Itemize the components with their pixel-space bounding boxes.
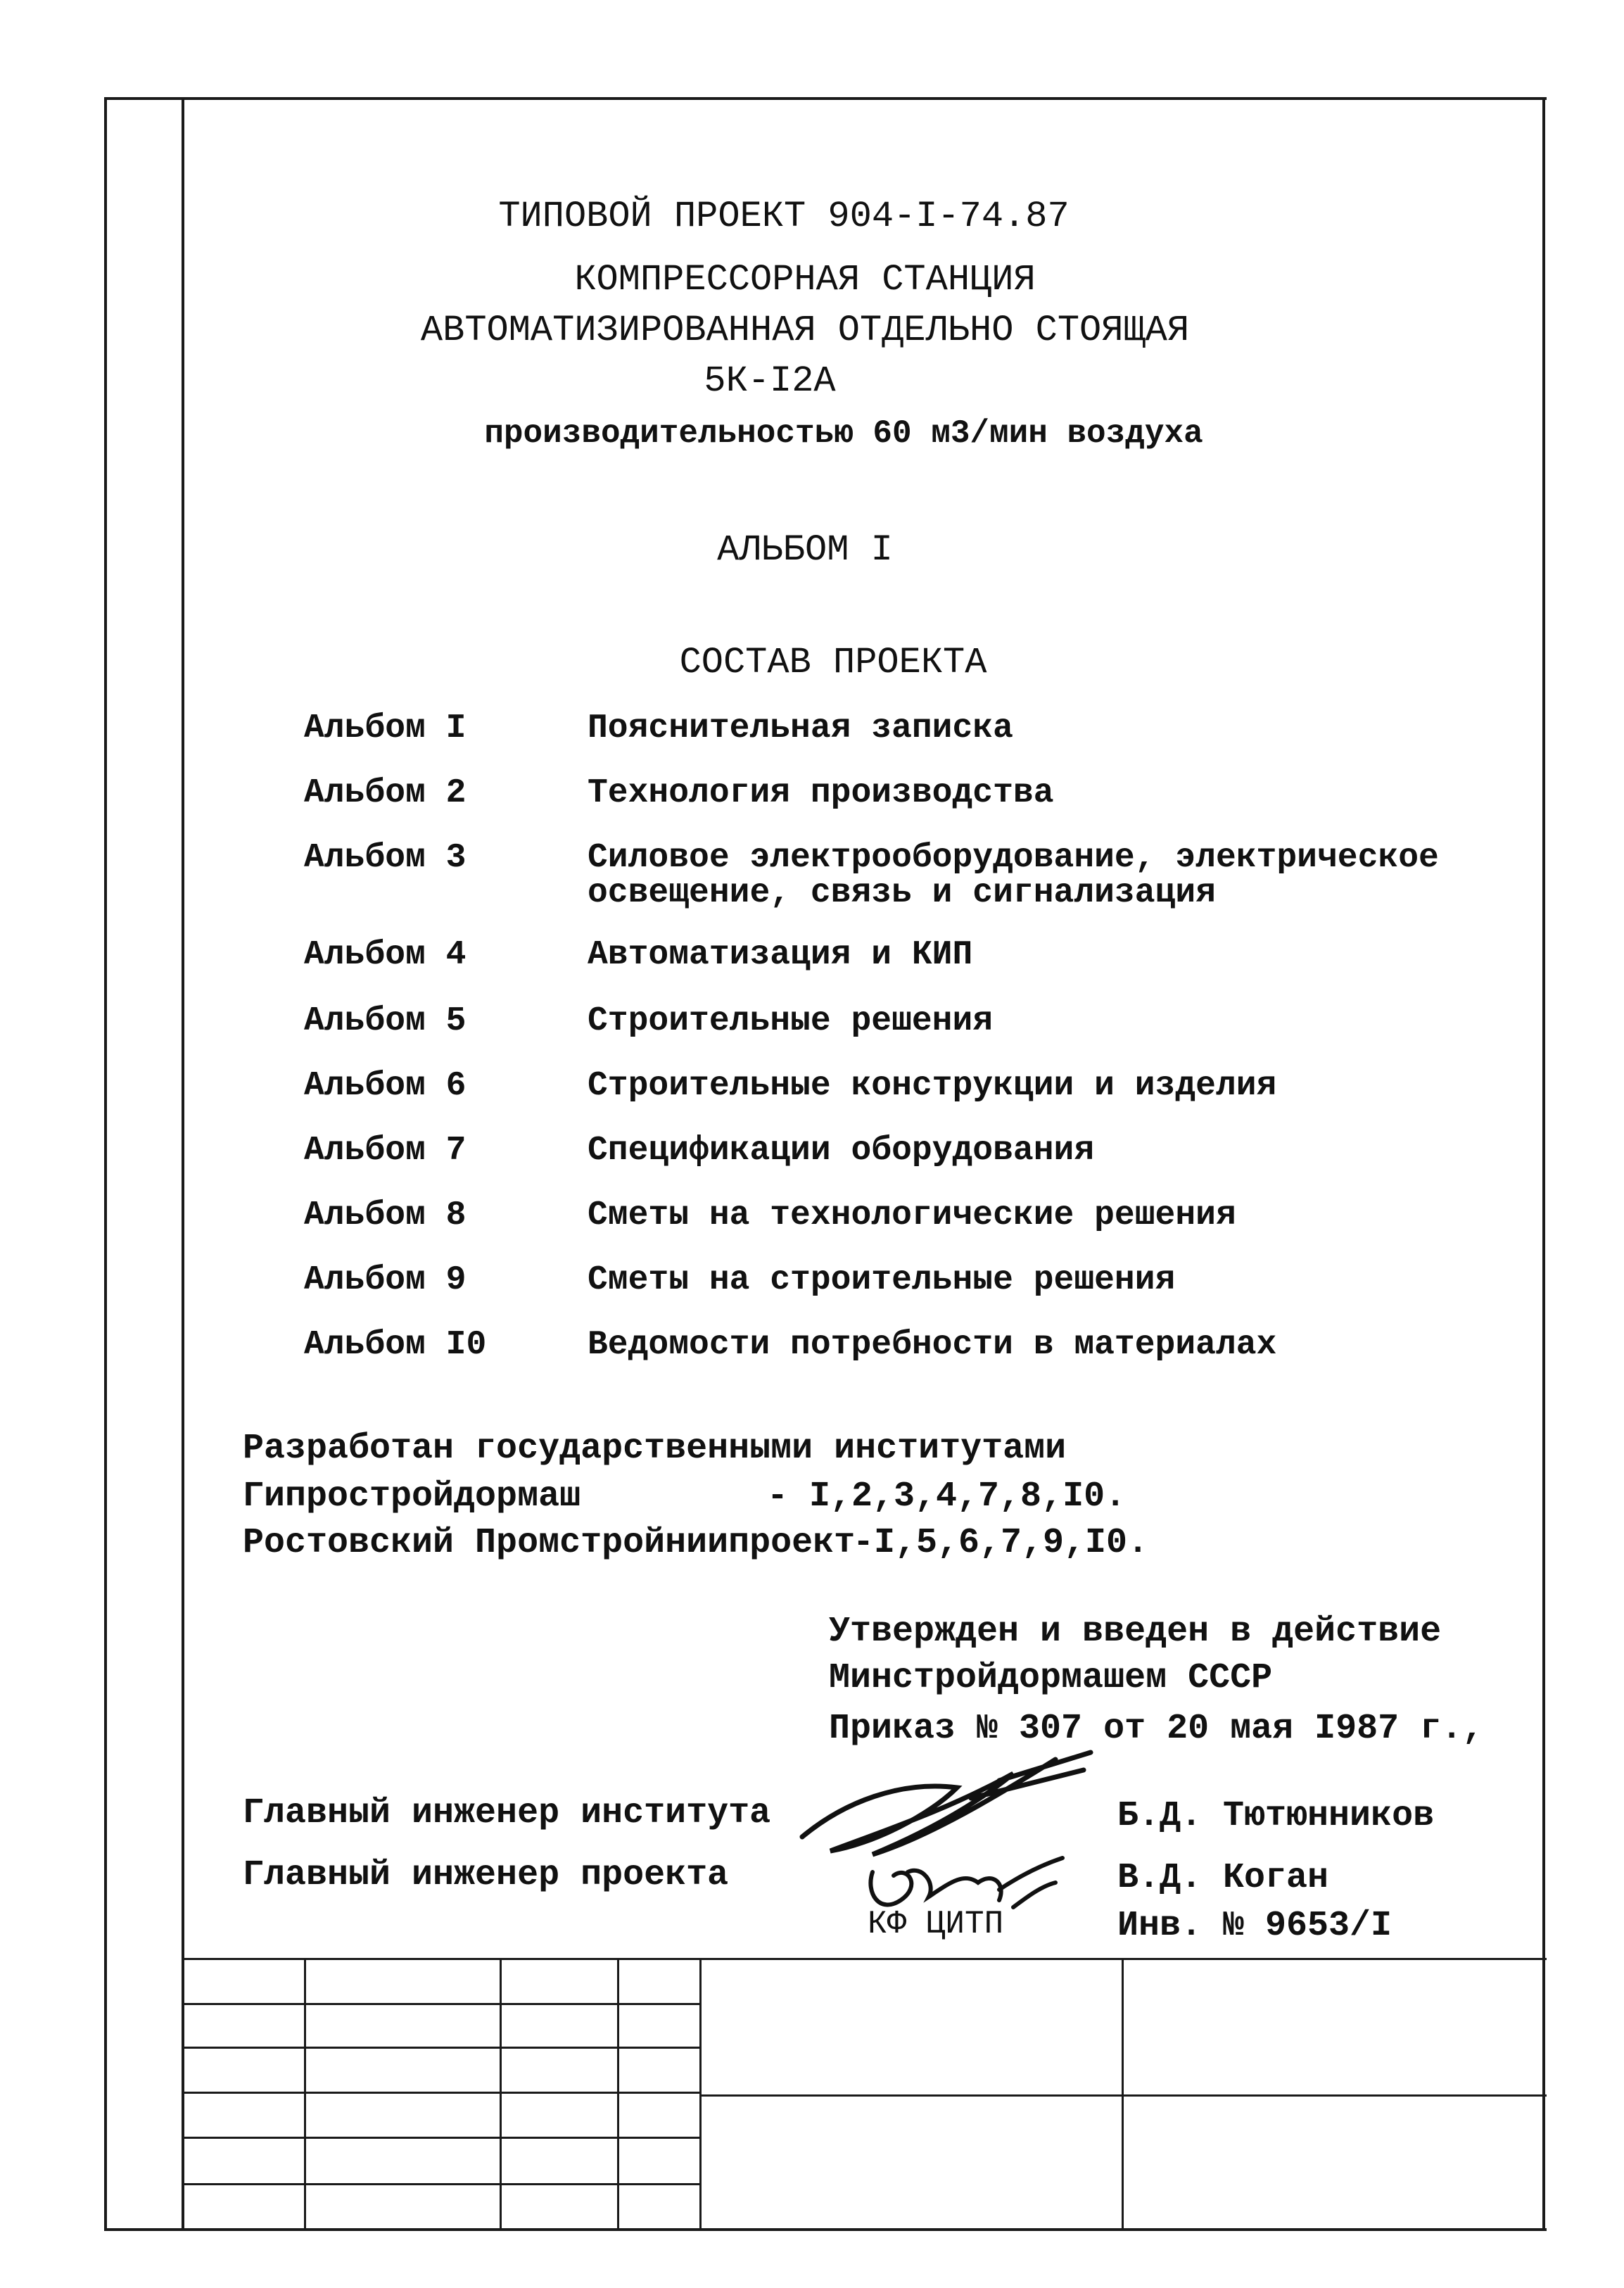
stamp-text: КФ ЦИТП: [868, 1906, 1004, 1942]
album-label-4: Альбом 4: [304, 936, 467, 974]
album-label-10: Альбом I0: [304, 1326, 487, 1364]
album-label-6: Альбом 6: [304, 1067, 467, 1105]
album-label-2: Альбом 2: [304, 774, 467, 812]
table-vline: [304, 1958, 306, 2230]
title-line-3: 5К-I2А: [704, 360, 836, 402]
approval-line-1: Утвержден и введен в действие: [829, 1612, 1442, 1652]
table-hline: [184, 2047, 702, 2049]
album-text-4: Автоматизация и КИП: [588, 936, 973, 974]
album-text-1: Пояснительная записка: [588, 709, 1013, 747]
title-line-4: производительностью 60 м3/мин воздуха: [484, 415, 1203, 452]
album-label-9: Альбом 9: [304, 1261, 467, 1299]
chief-engineer-project-name: В.Д. Коган: [1117, 1858, 1329, 1898]
table-hline: [184, 2092, 702, 2094]
album-text-10: Ведомости потребности в материалах: [588, 1326, 1277, 1364]
chief-engineer-institute-role: Главный инженер института: [243, 1793, 771, 1833]
developers-heading: Разработан государственными институтами: [243, 1429, 1067, 1469]
album-text-8: Сметы на технологические решения: [588, 1196, 1236, 1234]
album-text-2: Технология производства: [588, 774, 1054, 812]
developer-1-name: Гипростройдормаш: [243, 1477, 581, 1517]
composition-title: СОСТАВ ПРОЕКТА: [679, 642, 987, 683]
album-label-7: Альбом 7: [304, 1132, 467, 1170]
title-block-table: [184, 1958, 1547, 2230]
table-hline: [184, 2003, 702, 2005]
table-hline: [184, 2137, 702, 2139]
album-text-3: Силовое электрооборудование, электрическое: [588, 839, 1439, 877]
signature-scribble: [788, 1731, 1140, 1928]
chief-engineer-project-role: Главный инженер проекта: [243, 1855, 729, 1895]
approval-line-2: Минстройдормашем СССР: [829, 1658, 1273, 1698]
inventory-number: Инв. № 9653/I: [1117, 1906, 1393, 1946]
table-vline: [1122, 1958, 1124, 2230]
chief-engineer-institute-name: Б.Д. Тютюнников: [1117, 1796, 1435, 1836]
album-text-5: Строительные решения: [588, 1002, 994, 1040]
approval-line-3: Приказ № 307 от 20 мая I987 г.,: [829, 1709, 1484, 1749]
table-hline: [184, 2183, 702, 2185]
table-hline: [702, 2094, 1547, 2097]
album-text-6: Строительные конструкции и изделия: [588, 1067, 1277, 1105]
album-text-9: Сметы на строительные решения: [588, 1261, 1176, 1299]
developer-1-albums: - I,2,3,4,7,8,I0.: [767, 1477, 1127, 1517]
album-label-5: Альбом 5: [304, 1002, 467, 1040]
project-number: ТИПОВОЙ ПРОЕКТ 904-I-74.87: [498, 196, 1070, 237]
album-label-1: Альбом I: [304, 709, 467, 747]
table-vline: [500, 1958, 502, 2230]
frame-top: [104, 97, 1547, 100]
title-line-1: КОМПРЕССОРНАЯ СТАНЦИЯ: [574, 259, 1036, 301]
table-hline: [184, 1958, 1547, 1960]
table-vline: [617, 1958, 619, 2230]
developer-2-albums: -I,5,6,7,9,I0.: [853, 1523, 1149, 1563]
album-label-8: Альбом 8: [304, 1196, 467, 1234]
album-text-3b: освещение, связь и сигнализация: [588, 874, 1216, 912]
table-vline: [699, 1958, 702, 2230]
album-label-3: Альбом 3: [304, 839, 467, 877]
album-title: АЛЬБОМ I: [717, 529, 893, 571]
developer-2-name: Ростовский Промстройниипроект: [243, 1523, 856, 1563]
title-line-2: АВТОМАТИЗИРОВАННАЯ ОТДЕЛЬНО СТОЯЩАЯ: [420, 310, 1190, 351]
album-text-7: Спецификации оборудования: [588, 1132, 1095, 1170]
